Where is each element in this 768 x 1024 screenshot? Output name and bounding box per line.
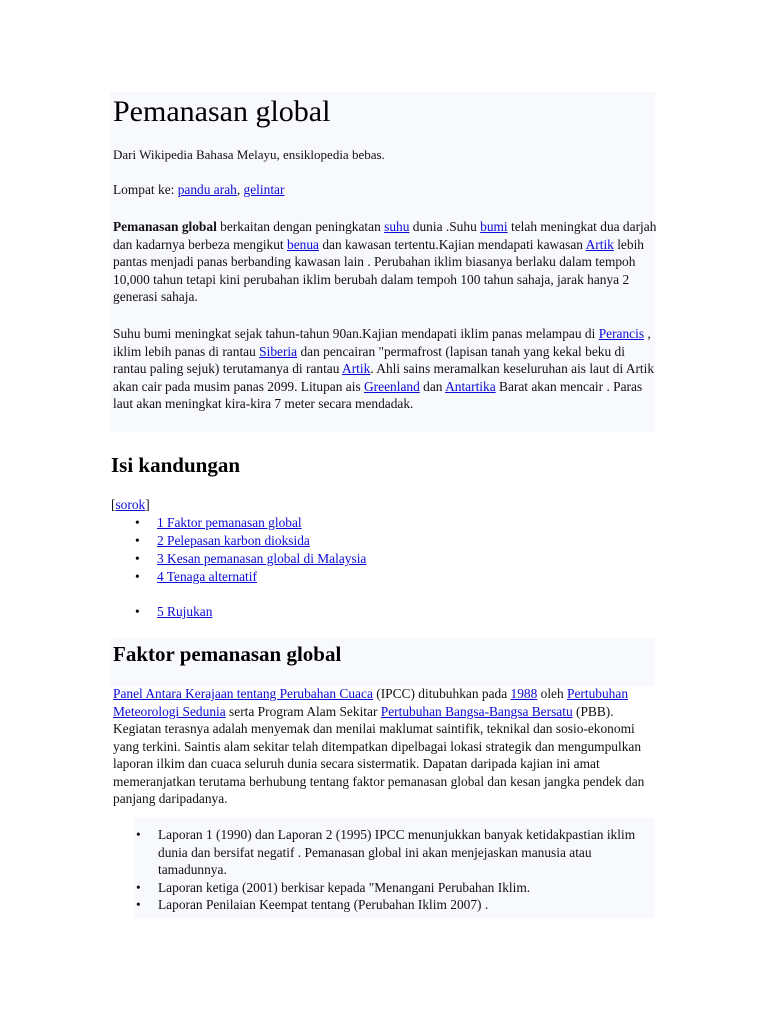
toc-item [117,603,212,621]
tagline: Dari Wikipedia Bahasa Melayu, ensiklopedia bebas. [113,147,385,162]
list-item [134,826,654,879]
toc-hide-link[interactable]: sorok [115,497,146,512]
text: (IPCC) ditubuhkan pada [372,686,511,701]
list-item-text: Laporan ketiga (2001) berkisar kepada "Menangani Perubahan Iklim. [158,879,531,895]
toc-toggle [111,496,150,514]
toc-link-2[interactable]: 2 Pelepasan karbon dioksida [157,533,310,548]
toc-item [117,568,366,586]
bullet-icon: • [136,879,141,895]
page-title: Pemanasan global [113,95,331,128]
link-siberia[interactable]: Siberia [259,343,298,359]
link-antartika[interactable]: Antartika [445,378,496,394]
link-pbb[interactable]: Pertubuhan Bangsa-Bangsa Bersatu [380,703,573,719]
list-item-text: Laporan Penilaian Keempat tentang (Perubahan Iklim 2007) . [158,897,489,912]
text: berkaitan dengan peningkatan [216,219,385,234]
bullet-icon: • [135,569,140,584]
bold-term: Pemanasan global [113,219,217,234]
bullet-icon: • [136,827,141,842]
link-ipcc[interactable]: Panel Antara Kerajaan tentang Perubahan Cuaca [113,686,373,701]
intro-paragraph-2 [113,325,658,413]
toc-list-2 [117,603,212,621]
jump-link-navigation[interactable]: pandu arah [177,182,237,197]
text: Barat akan mencair . Paras laut akan meningkat kira-kira 7 meter secara mendadak. [113,378,643,411]
text: Suhu bumi meningkat sejak tahun-tahun 90an.Kajian mendapati iklim panas melampau di [113,326,599,341]
text: , iklim lebih panas di rantau [113,326,651,359]
text: dan pencairan "permafrost (lapisan tanah yang kekal beku di rantau paling sejuk) terutamanya di rantau [113,343,625,376]
toc-item [117,550,366,568]
text: dan kawasan tertentu.Kajian mendapati kawasan [318,236,586,252]
list-item [134,879,654,897]
bullet-icon: • [135,533,140,548]
jump-links [113,181,284,199]
text: telah meningkat dua darjah dan kadarnya berbeza mengikut [113,219,657,252]
toc-list [117,514,366,586]
faktor-paragraph [113,685,658,808]
toc-item [117,514,366,532]
link-suhu[interactable]: suhu [384,219,410,234]
link-artik-2[interactable]: Artik [342,361,371,376]
bullet-icon: • [135,551,140,566]
bracket-close: ] [145,497,150,512]
text: oleh [537,686,568,701]
faktor-bullet-list [134,826,654,914]
toc-heading: Isi kandungan [111,453,241,477]
bullet-icon: • [135,515,140,530]
list-item [134,896,654,914]
link-greenland[interactable]: Greenland [364,378,420,394]
link-wmo[interactable]: Pertubuhan Meteorologi Sedunia [113,686,629,719]
intro-paragraph-1 [113,218,658,306]
text: dunia .Suhu [409,219,481,234]
bracket-open: [ [111,497,116,512]
jump-prefix: Lompat ke: [113,182,178,197]
bullet-icon: • [136,897,141,912]
faktor-heading: Faktor pemanasan global [113,642,342,666]
toc-item [117,532,366,550]
text: dan [419,378,446,394]
toc-link-4[interactable]: 4 Tenaga alternatif [157,569,257,584]
text: serta Program Alam Sekitar [225,703,381,719]
text: (PBB). Kegiatan terasnya adalah menyemak dan menilai maklumat saintifik, teknikal dan sosio-ekonomi yang terkini. Saintis alam sekitar telah ditempatkan dipelbagai lokasi strategik dan mengumpulkan laporan ilkim dan cuaca seluruh dunia secara sistermatik. Dapatan daripada kajian ini amat memeranjatkan terutama berhubung tentang faktor pemanasan global dan kesan jangka pendek dan panjang daripadanya. [113,703,645,806]
link-1988[interactable]: 1988 [510,686,538,701]
toc-link-1[interactable]: 1 Faktor pemanasan global [157,515,302,530]
list-item-text: Laporan 1 (1990) dan Laporan 2 (1995) IPCC menunjukkan banyak ketidakpastian iklim dunia dan bersifat negatif . Pemanasan global ini akan menjejaskan manusia atau tamadunnya. [158,827,636,877]
jump-separator: , [236,182,244,197]
link-perancis[interactable]: Perancis [598,326,645,341]
link-benua[interactable]: benua [287,236,319,252]
link-artik[interactable]: Artik [585,236,614,252]
toc-link-5[interactable]: 5 Rujukan [157,604,213,619]
toc-link-3[interactable]: 3 Kesan pemanasan global di Malaysia [157,551,367,566]
link-bumi[interactable]: bumi [480,219,508,234]
text: . Ahli sains meramalkan keseluruhan ais laut di Artik akan cair pada musim panas 2099. Litupan ais [113,361,655,394]
bullet-icon: • [135,604,140,619]
text: lebih pantas menjadi panas berbanding kawasan lain . Perubahan iklim biasanya berlaku dalam tempoh 10,000 tahun tetapi kini perubahan iklim berubah dalam tempoh 100 tahun sahaja, jarak hanya 2 generasi sahaja. [113,236,644,304]
jump-link-search[interactable]: gelintar [243,182,285,197]
